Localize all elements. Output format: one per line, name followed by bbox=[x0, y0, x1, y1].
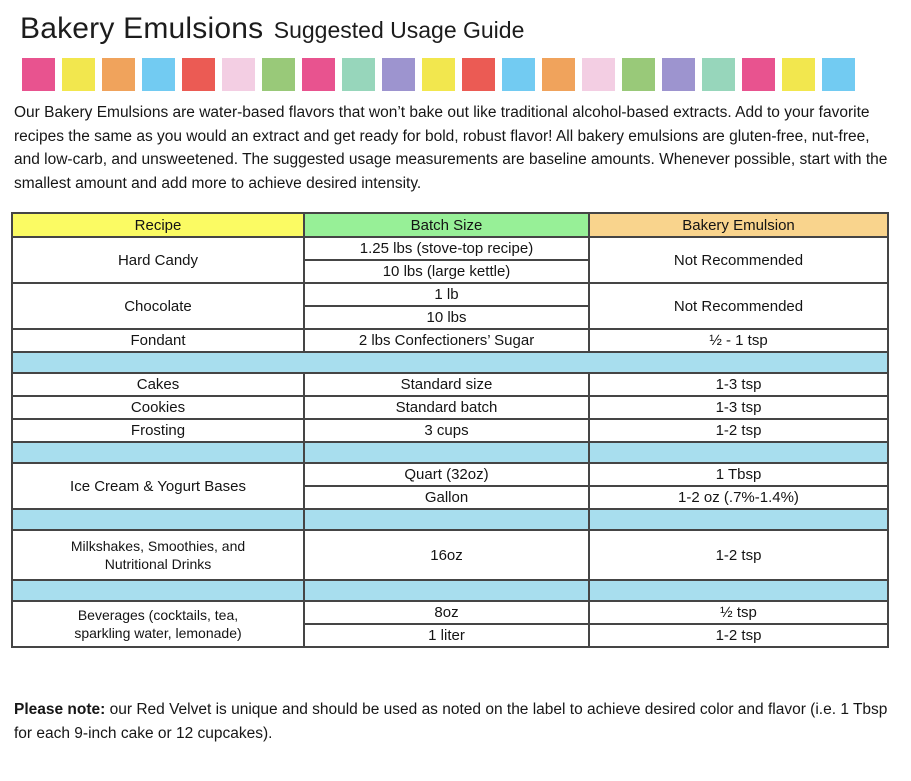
table-row bbox=[12, 396, 888, 419]
batch-cell: 10 lbs (large kettle) bbox=[304, 260, 589, 283]
recipe-cell-ice-cream: Ice Cream & Yogurt Bases bbox=[12, 463, 304, 509]
separator-cell bbox=[589, 580, 888, 601]
emulsion-cell: 1-3 tsp bbox=[589, 373, 888, 396]
separator-cell bbox=[304, 442, 589, 463]
color-swatch bbox=[502, 58, 535, 91]
separator-cell bbox=[304, 509, 589, 530]
emulsion-cell: Not Recommended bbox=[589, 283, 888, 329]
batch-cell: 1 liter bbox=[304, 624, 589, 647]
separator-cell bbox=[12, 580, 304, 601]
table-row bbox=[12, 373, 888, 396]
recipe-line: Milkshakes, Smoothies, and bbox=[70, 538, 246, 554]
table-row bbox=[12, 329, 888, 352]
recipe-cell-chocolate: Chocolate bbox=[12, 283, 304, 329]
separator-cell bbox=[12, 442, 304, 463]
footnote-text: our Red Velvet is unique and should be used as noted on the label to achieve desired color and flavor (i.e. 1 Tbsp for each 9-inch cake or 12 cupcakes). bbox=[14, 701, 888, 743]
footnote-label: Please note: bbox=[14, 701, 106, 719]
usage-table bbox=[11, 212, 889, 648]
separator-row bbox=[12, 509, 888, 530]
table-row bbox=[12, 419, 888, 442]
batch-cell: 8oz bbox=[304, 601, 589, 624]
separator-row bbox=[12, 442, 888, 463]
intro-paragraph: Our Bakery Emulsions are water-based flavors that won’t bake out like traditional alcohol-based extracts. Add to your favorite recipes the same as you would an extract and get ready for bold, robust flavor! All bakery emulsions are gluten-free, nut-free, and low-carb, and unsweetened. The suggested usage measurements are baseline amounts. Whenever possible, start with the smallest amount and add more to achieve desired intensity. bbox=[14, 104, 888, 192]
separator-cell bbox=[12, 509, 304, 530]
batch-cell: Standard batch bbox=[304, 396, 589, 419]
page-title bbox=[0, 0, 911, 46]
batch-cell: 1.25 lbs (stove-top recipe) bbox=[304, 237, 589, 260]
table-header-row bbox=[12, 213, 888, 237]
batch-cell: Standard size bbox=[304, 373, 589, 396]
emulsion-cell: 1-3 tsp bbox=[589, 396, 888, 419]
batch-cell: 3 cups bbox=[304, 419, 589, 442]
color-swatch bbox=[822, 58, 855, 91]
emulsion-cell: ½ tsp bbox=[589, 601, 888, 624]
color-swatch bbox=[222, 58, 255, 91]
color-swatch bbox=[22, 58, 55, 91]
column-header-recipe: Recipe bbox=[12, 213, 304, 237]
color-swatch bbox=[182, 58, 215, 91]
separator-row bbox=[12, 352, 888, 373]
color-swatch bbox=[302, 58, 335, 91]
separator-cell bbox=[12, 352, 888, 373]
recipe-cell-cakes: Cakes bbox=[12, 373, 304, 396]
color-swatch bbox=[422, 58, 455, 91]
emulsion-cell: 1-2 tsp bbox=[589, 419, 888, 442]
table-row bbox=[12, 463, 888, 486]
table-row bbox=[12, 601, 888, 624]
color-swatch bbox=[782, 58, 815, 91]
emulsion-cell: Not Recommended bbox=[589, 237, 888, 283]
title-subtitle: Suggested Usage Guide bbox=[273, 17, 525, 43]
color-swatch bbox=[742, 58, 775, 91]
separator-cell bbox=[304, 580, 589, 601]
batch-cell: 10 lbs bbox=[304, 306, 589, 329]
color-swatch bbox=[382, 58, 415, 91]
recipe-line: Nutritional Drinks bbox=[104, 556, 212, 573]
separator-cell bbox=[589, 509, 888, 530]
recipe-cell-frosting: Frosting bbox=[12, 419, 304, 442]
batch-cell: 16oz bbox=[304, 530, 589, 580]
recipe-cell-hard-candy: Hard Candy bbox=[12, 237, 304, 283]
title-main: Bakery Emulsions bbox=[20, 12, 264, 45]
color-swatch bbox=[582, 58, 615, 91]
column-header-bakery-emulsion: Bakery Emulsion bbox=[589, 213, 888, 237]
color-swatch bbox=[262, 58, 295, 91]
emulsion-cell: ½ - 1 tsp bbox=[589, 329, 888, 352]
recipe-cell-cookies: Cookies bbox=[12, 396, 304, 419]
color-swatch bbox=[622, 58, 655, 91]
recipe-cell-milkshakes bbox=[12, 530, 304, 580]
color-strip bbox=[22, 58, 911, 91]
color-swatch bbox=[62, 58, 95, 91]
color-swatch bbox=[342, 58, 375, 91]
color-swatch bbox=[462, 58, 495, 91]
footnote bbox=[14, 698, 892, 746]
table-row bbox=[12, 283, 888, 306]
color-swatch bbox=[542, 58, 575, 91]
emulsion-cell: 1-2 tsp bbox=[589, 530, 888, 580]
batch-cell: Gallon bbox=[304, 486, 589, 509]
emulsion-cell: 1-2 oz (.7%-1.4%) bbox=[589, 486, 888, 509]
recipe-line: sparkling water, lemonade) bbox=[74, 625, 242, 642]
batch-cell: 2 lbs Confectioners’ Sugar bbox=[304, 329, 589, 352]
table-row bbox=[12, 237, 888, 260]
batch-cell: Quart (32oz) bbox=[304, 463, 589, 486]
column-header-batch-size: Batch Size bbox=[304, 213, 589, 237]
emulsion-cell: 1 Tbsp bbox=[589, 463, 888, 486]
batch-cell: 1 lb bbox=[304, 283, 589, 306]
recipe-cell-fondant: Fondant bbox=[12, 329, 304, 352]
recipe-line: Beverages (cocktails, tea, bbox=[77, 607, 239, 623]
emulsion-cell: 1-2 tsp bbox=[589, 624, 888, 647]
color-swatch bbox=[702, 58, 735, 91]
color-swatch bbox=[102, 58, 135, 91]
color-swatch bbox=[662, 58, 695, 91]
recipe-cell-beverages bbox=[12, 601, 304, 647]
separator-cell bbox=[589, 442, 888, 463]
color-swatch bbox=[142, 58, 175, 91]
separator-row bbox=[12, 580, 888, 601]
table-row bbox=[12, 530, 888, 580]
